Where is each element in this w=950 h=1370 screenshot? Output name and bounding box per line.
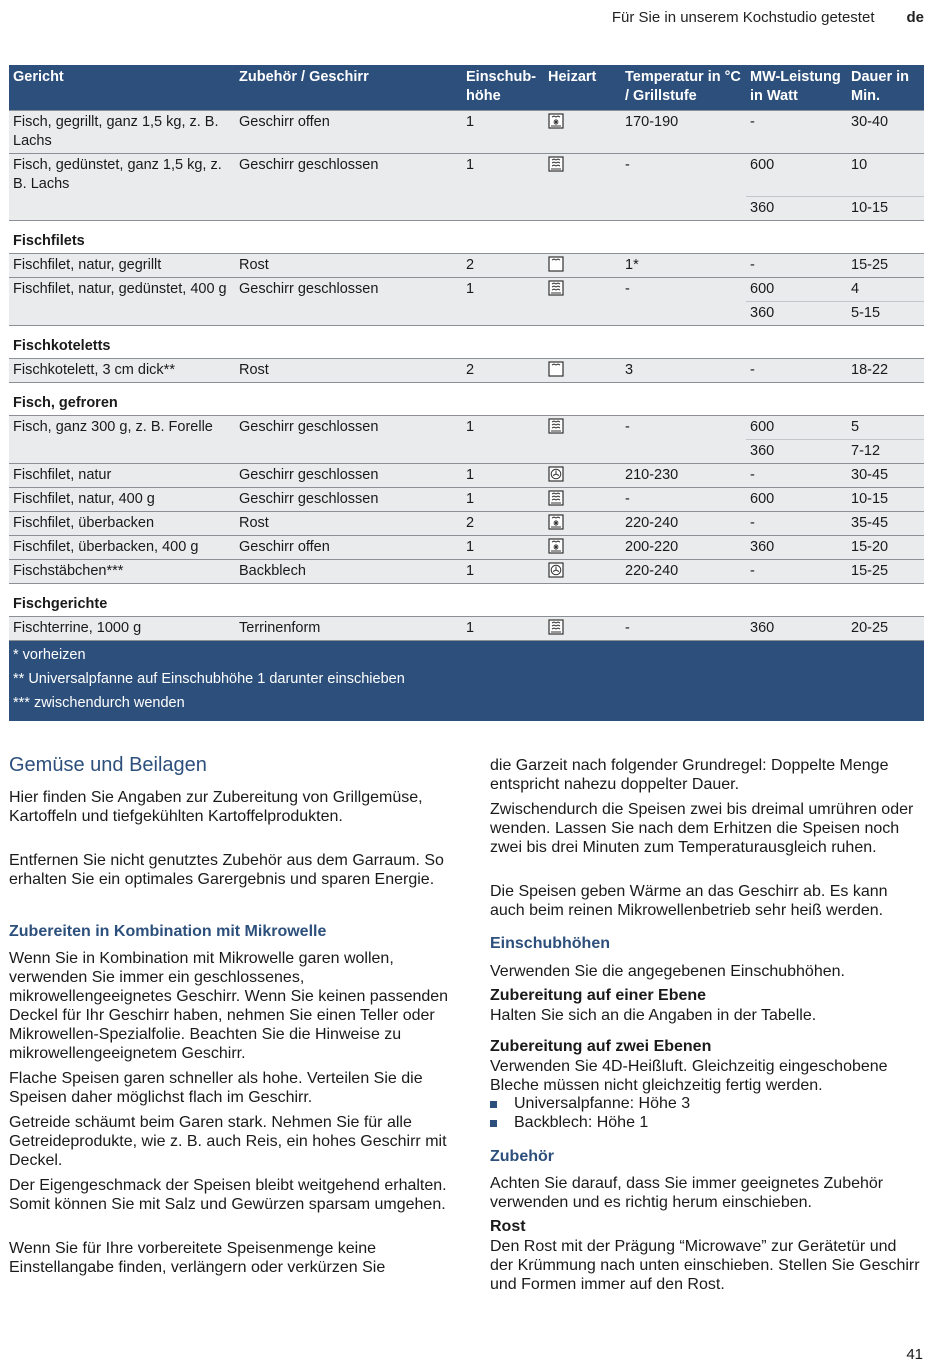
cell-dish bbox=[9, 196, 235, 220]
table-row bbox=[9, 111, 924, 154]
col-header-level: Einschub-höhe bbox=[462, 65, 544, 111]
cell-accessory bbox=[235, 439, 462, 463]
cell-duration: 10-15 bbox=[847, 487, 924, 511]
hot-air-icon bbox=[548, 466, 564, 482]
cell-heating bbox=[544, 415, 621, 439]
cell-mw-power: - bbox=[746, 111, 847, 154]
cell-mw-power: - bbox=[746, 511, 847, 535]
cell-mw-power: 360 bbox=[746, 196, 847, 220]
cell-level: 2 bbox=[462, 358, 544, 382]
paragraph: Wenn Sie in Kombination mit Mikrowelle garen wollen, verwenden Sie immer ein geschlossenes, mikrowellengeeignetes Geschirr. Wenn Sie keinen passenden Deckel für Ihr Geschirr haben, nehmen Sie einen Teller oder Mikrowellen-Spezialfolie. Beachten Sie die Hinweise zu mikrowellengeeignetem Geschirr. bbox=[9, 950, 449, 1062]
cell-accessory: Geschirr offen bbox=[235, 535, 462, 559]
cell-heating bbox=[544, 487, 621, 511]
cell-mw-power: 600 bbox=[746, 487, 847, 511]
cell-duration: 4 bbox=[847, 277, 924, 301]
page-number: 41 bbox=[906, 1346, 923, 1363]
cell-accessory bbox=[235, 301, 462, 325]
cell-dish: Fischfilet, natur, 400 g bbox=[9, 487, 235, 511]
cell-heating bbox=[544, 253, 621, 277]
cell-heating bbox=[544, 616, 621, 640]
section-title-vegetables: Gemüse und Beilagen bbox=[9, 754, 207, 776]
table-section-row bbox=[9, 583, 924, 616]
table-row bbox=[9, 511, 924, 535]
page-header bbox=[612, 9, 924, 26]
cell-dish: Fischterrine, 1000 g bbox=[9, 616, 235, 640]
cell-level: 1 bbox=[462, 277, 544, 301]
paragraph: Flache Speisen garen schneller als hohe. Verteilen Sie die Speisen daher möglichst flach im Geschirr. bbox=[9, 1070, 423, 1106]
paragraph: Verwenden Sie 4D-Heißluft. Gleichzeitig eingeschobene Bleche müssen nicht gleichzeitig fertig werden. bbox=[490, 1058, 888, 1094]
cell-level: 1 bbox=[462, 415, 544, 439]
table-section-row bbox=[9, 382, 924, 415]
cell-accessory: Geschirr geschlossen bbox=[235, 415, 462, 439]
cell-dish: Fischfilet, überbacken bbox=[9, 511, 235, 535]
cell-dish: Fischfilet, natur, gedünstet, 400 g bbox=[9, 277, 235, 301]
cooking-table bbox=[9, 65, 924, 721]
table-row bbox=[9, 616, 924, 640]
cell-accessory: Geschirr geschlossen bbox=[235, 463, 462, 487]
section-label: Fischkoteletts bbox=[9, 325, 924, 358]
cell-duration: 15-25 bbox=[847, 559, 924, 583]
cell-mw-power: 600 bbox=[746, 154, 847, 197]
microwave-icon bbox=[548, 156, 564, 172]
cell-heating bbox=[544, 559, 621, 583]
subsection-title-accessories: Zubehör bbox=[490, 1148, 554, 1165]
cell-heating bbox=[544, 111, 621, 154]
table-section-row bbox=[9, 325, 924, 358]
cell-temperature bbox=[621, 439, 746, 463]
microwave-icon bbox=[548, 418, 564, 434]
cell-dish: Fischkotelett, 3 cm dick** bbox=[9, 358, 235, 382]
table-subrow bbox=[9, 439, 924, 463]
cell-duration: 10-15 bbox=[847, 196, 924, 220]
cell-temperature: - bbox=[621, 415, 746, 439]
subsection-title-levels: Einschubhöhen bbox=[490, 935, 610, 952]
grill-fan-icon bbox=[548, 538, 564, 554]
cell-heating bbox=[544, 439, 621, 463]
table-section-row bbox=[9, 220, 924, 253]
table-row bbox=[9, 358, 924, 382]
cell-heating bbox=[544, 196, 621, 220]
cell-duration: 5 bbox=[847, 415, 924, 439]
cell-mw-power: - bbox=[746, 559, 847, 583]
paragraph: Zwischendurch die Speisen zwei bis dreimal umrühren oder wenden. Lassen Sie nach dem Erhitzen die Speisen noch zwei bis drei Minuten zum Temperaturausgleich ruhen. bbox=[490, 801, 914, 856]
cell-accessory: Backblech bbox=[235, 559, 462, 583]
list-item bbox=[490, 1113, 922, 1132]
paragraph: die Garzeit nach folgender Grundregel: Doppelte Menge entspricht nahezu doppelter Dauer. bbox=[490, 757, 889, 793]
table-subrow bbox=[9, 301, 924, 325]
cell-accessory: Rost bbox=[235, 511, 462, 535]
cell-accessory: Geschirr geschlossen bbox=[235, 487, 462, 511]
grill-icon bbox=[548, 361, 564, 377]
cell-dish: Fischfilet, natur bbox=[9, 463, 235, 487]
paragraph: Hier finden Sie Angaben zur Zubereitung von Grillgemüse, Kartoffeln und tiefgekühlten Kartoffelprodukten. bbox=[9, 789, 423, 825]
paragraph: Getreide schäumt beim Garen stark. Nehmen Sie für alle Getreideprodukte, wie z. B. auch Reis, ein hohes Geschirr mit Deckel. bbox=[9, 1114, 447, 1169]
footnote: * vorheizen bbox=[13, 646, 86, 663]
cell-temperature: - bbox=[621, 487, 746, 511]
cell-duration: 7-12 bbox=[847, 439, 924, 463]
col-header-duration: Dauer in Min. bbox=[847, 65, 924, 111]
grill-fan-icon bbox=[548, 514, 564, 530]
cell-heating bbox=[544, 358, 621, 382]
cell-dish: Fischfilet, natur, gegrillt bbox=[9, 253, 235, 277]
paragraph: Entfernen Sie nicht genutztes Zubehör aus dem Garraum. So erhalten Sie ein optimales Garergebnis und sparen Energie. bbox=[9, 852, 444, 888]
col-header-temperature: Temperatur in °C / Grillstufe bbox=[621, 65, 746, 111]
list-item-text: Universalpfanne: Höhe 3 bbox=[514, 1095, 691, 1112]
table-row bbox=[9, 277, 924, 301]
table-row bbox=[9, 253, 924, 277]
cell-temperature: - bbox=[621, 616, 746, 640]
cell-duration: 18-22 bbox=[847, 358, 924, 382]
paragraph: Den Rost mit der Prägung “Microwave” zur Gerätetür und der Krümmung nach unten einschieben. Stellen Sie Geschirr und Formen immer auf den Rost. bbox=[490, 1238, 920, 1293]
cell-mw-power: 360 bbox=[746, 439, 847, 463]
col-header-dish: Gericht bbox=[9, 65, 235, 111]
language-code: de bbox=[906, 9, 924, 26]
cell-level: 1 bbox=[462, 535, 544, 559]
cell-accessory: Geschirr geschlossen bbox=[235, 277, 462, 301]
cell-mw-power: 360 bbox=[746, 301, 847, 325]
cell-duration: 5-15 bbox=[847, 301, 924, 325]
table-body bbox=[9, 111, 924, 721]
cell-level bbox=[462, 196, 544, 220]
cell-dish bbox=[9, 439, 235, 463]
cell-heating bbox=[544, 277, 621, 301]
bullet-list bbox=[490, 1094, 922, 1132]
cell-level: 1 bbox=[462, 154, 544, 197]
microwave-icon bbox=[548, 619, 564, 635]
paragraph: Der Eigengeschmack der Speisen bleibt weitgehend erhalten. Somit können Sie mit Salz und Gewürzen sparsam umgehen. bbox=[9, 1177, 447, 1213]
cell-mw-power: 600 bbox=[746, 277, 847, 301]
paragraph: Wenn Sie für Ihre vorbereitete Speisenmenge keine Einstellangabe finden, verlängern oder verkürzen Sie bbox=[9, 1240, 386, 1276]
cell-heating bbox=[544, 301, 621, 325]
cell-accessory: Rost bbox=[235, 253, 462, 277]
grill-icon bbox=[548, 256, 564, 272]
footnote: ** Universalpfanne auf Einschubhöhe 1 darunter einschieben bbox=[13, 670, 405, 687]
cell-level: 2 bbox=[462, 511, 544, 535]
cell-duration: 10 bbox=[847, 154, 924, 197]
cell-dish bbox=[9, 301, 235, 325]
footnotes-row bbox=[9, 640, 924, 721]
cell-mw-power: - bbox=[746, 253, 847, 277]
paragraph: Verwenden Sie die angegebenen Einschubhöhen. bbox=[490, 963, 845, 980]
cell-temperature: 1* bbox=[621, 253, 746, 277]
paragraph: Achten Sie darauf, dass Sie immer geeignetes Zubehör verwenden und es richtig herum einschieben. bbox=[490, 1175, 884, 1211]
paragraph: Die Speisen geben Wärme an das Geschirr ab. Es kann auch beim reinen Mikrowellenbetrieb sehr heiß werden. bbox=[490, 883, 888, 919]
cell-dish: Fisch, ganz 300 g, z. B. Forelle bbox=[9, 415, 235, 439]
cell-duration: 15-20 bbox=[847, 535, 924, 559]
table-row bbox=[9, 154, 924, 197]
col-header-heating: Heizart bbox=[544, 65, 621, 111]
cell-temperature: 170-190 bbox=[621, 111, 746, 154]
cell-accessory: Geschirr offen bbox=[235, 111, 462, 154]
cell-accessory: Rost bbox=[235, 358, 462, 382]
table-subrow bbox=[9, 196, 924, 220]
cell-heating bbox=[544, 154, 621, 197]
list-item-text: Backblech: Höhe 1 bbox=[514, 1114, 649, 1131]
section-label: Fischfilets bbox=[9, 220, 924, 253]
cell-duration: 20-25 bbox=[847, 616, 924, 640]
heading-two-levels: Zubereitung auf zwei Ebenen bbox=[490, 1038, 712, 1055]
cell-mw-power: 360 bbox=[746, 535, 847, 559]
cell-level: 1 bbox=[462, 487, 544, 511]
paragraph: Halten Sie sich an die Angaben in der Tabelle. bbox=[490, 1007, 817, 1024]
table-row bbox=[9, 463, 924, 487]
footnote: *** zwischendurch wenden bbox=[13, 694, 185, 711]
cell-temperature: 220-240 bbox=[621, 511, 746, 535]
cell-mw-power: - bbox=[746, 358, 847, 382]
cell-temperature bbox=[621, 196, 746, 220]
cell-temperature: - bbox=[621, 154, 746, 197]
cell-dish: Fischfilet, überbacken, 400 g bbox=[9, 535, 235, 559]
cell-level bbox=[462, 301, 544, 325]
grill-fan-icon bbox=[548, 113, 564, 129]
bullet-square-icon bbox=[490, 1101, 497, 1108]
header-title: Für Sie in unserem Kochstudio getestet bbox=[611, 9, 875, 26]
cell-temperature: 3 bbox=[621, 358, 746, 382]
cell-temperature: 210-230 bbox=[621, 463, 746, 487]
cell-level: 1 bbox=[462, 616, 544, 640]
subsection-title-microwave-combination: Zubereiten in Kombination mit Mikrowelle bbox=[9, 923, 327, 940]
cell-accessory bbox=[235, 196, 462, 220]
cell-level bbox=[462, 439, 544, 463]
cell-heating bbox=[544, 511, 621, 535]
footnotes-cell bbox=[9, 640, 924, 721]
cell-duration: 30-45 bbox=[847, 463, 924, 487]
cell-dish: Fischstäbchen*** bbox=[9, 559, 235, 583]
cell-heating bbox=[544, 463, 621, 487]
heading-one-level: Zubereitung auf einer Ebene bbox=[490, 987, 707, 1004]
table-row bbox=[9, 487, 924, 511]
hot-air-icon bbox=[548, 562, 564, 578]
cell-mw-power: - bbox=[746, 463, 847, 487]
cell-temperature: 220-240 bbox=[621, 559, 746, 583]
cell-mw-power: 360 bbox=[746, 616, 847, 640]
col-header-mw-power: MW-Leistung in Watt bbox=[746, 65, 847, 111]
bullet-square-icon bbox=[490, 1120, 497, 1127]
section-label: Fischgerichte bbox=[9, 583, 924, 616]
cell-mw-power: 600 bbox=[746, 415, 847, 439]
microwave-icon bbox=[548, 490, 564, 506]
cell-duration: 30-40 bbox=[847, 111, 924, 154]
heading-rack: Rost bbox=[490, 1218, 526, 1235]
cell-dish: Fisch, gedünstet, ganz 1,5 kg, z. B. Lachs bbox=[9, 154, 235, 197]
table-row bbox=[9, 535, 924, 559]
table-row bbox=[9, 559, 924, 583]
cell-temperature: 200-220 bbox=[621, 535, 746, 559]
cell-accessory: Terrinenform bbox=[235, 616, 462, 640]
cell-duration: 15-25 bbox=[847, 253, 924, 277]
cell-accessory: Geschirr geschlossen bbox=[235, 154, 462, 197]
cell-temperature: - bbox=[621, 277, 746, 301]
cell-level: 2 bbox=[462, 253, 544, 277]
microwave-icon bbox=[548, 280, 564, 296]
cell-heating bbox=[544, 535, 621, 559]
section-label: Fisch, gefroren bbox=[9, 382, 924, 415]
table-row bbox=[9, 415, 924, 439]
cell-temperature bbox=[621, 301, 746, 325]
cell-level: 1 bbox=[462, 463, 544, 487]
cell-duration: 35-45 bbox=[847, 511, 924, 535]
table-header-row bbox=[9, 65, 924, 111]
cell-level: 1 bbox=[462, 111, 544, 154]
col-header-accessory: Zubehör / Geschirr bbox=[235, 65, 462, 111]
list-item bbox=[490, 1094, 922, 1113]
cell-level: 1 bbox=[462, 559, 544, 583]
cell-dish: Fisch, gegrillt, ganz 1,5 kg, z. B. Lachs bbox=[9, 111, 235, 154]
